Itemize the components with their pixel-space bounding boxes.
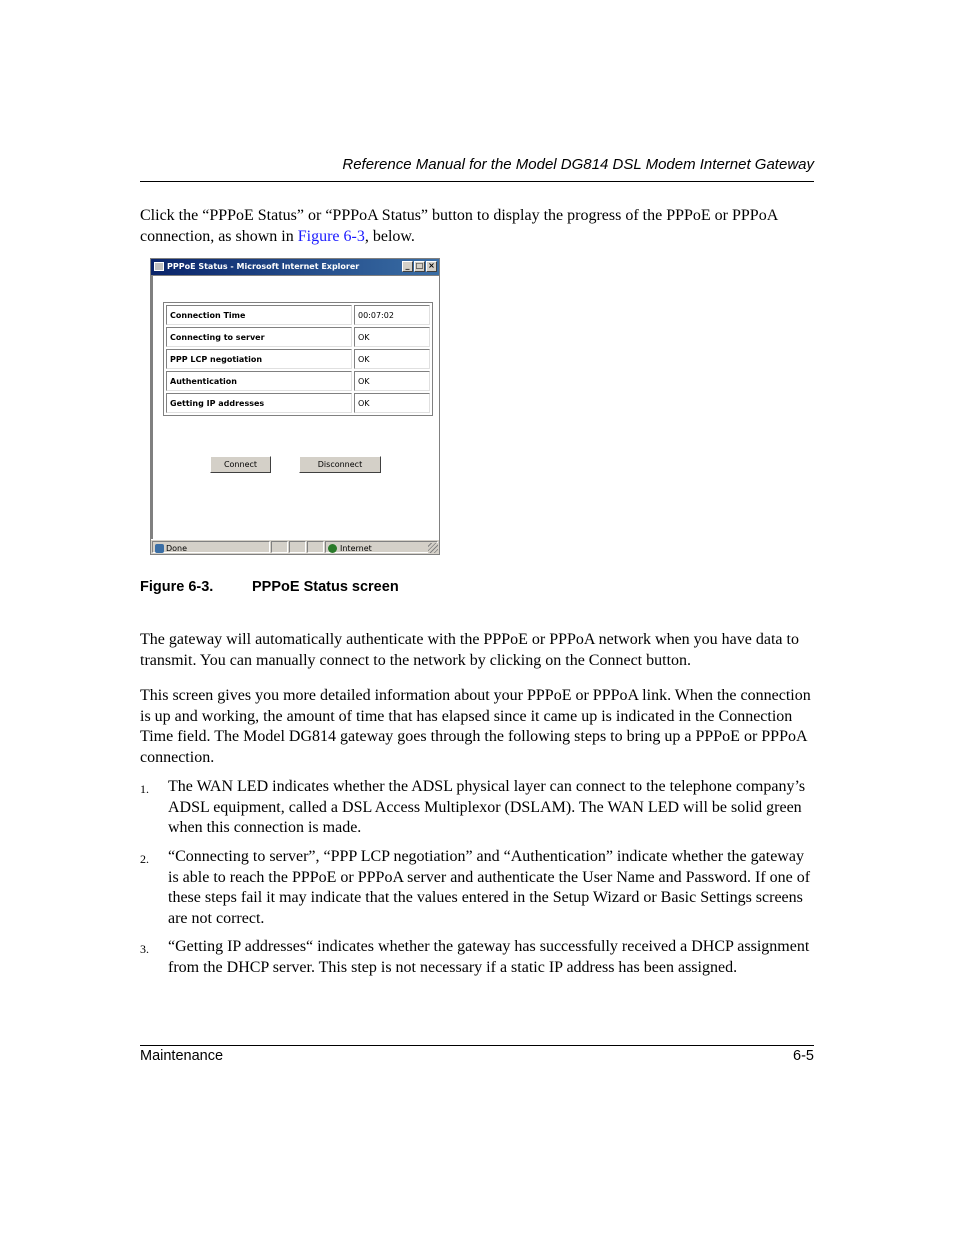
intro-text-after: , below. [364,227,415,245]
list-number: 1. [140,782,149,796]
page-number: 6-5 [793,1048,814,1064]
row-value: OK [354,393,430,413]
list-text: The WAN LED indicates whether the ADSL physical layer can connect to the telephone company’s ADSL equipment, called a DSL Access Multiplexor (DSLAM). The WAN LED will be solid green when this connection is made. [168,778,806,836]
intro-text-before: Click the “PPPoE Status” or “PPPoA Status” button to display the progress of the PPPoE or PPPoA connection, as shown in [140,207,778,245]
header-rule [140,181,814,182]
list-number: 2. [140,852,149,866]
connect-button[interactable]: Connect [210,456,271,473]
list-number: 3. [140,942,149,956]
maximize-button[interactable]: □ [415,261,424,270]
table-row [166,349,430,369]
status-table [163,302,433,416]
zone-text: Internet [340,544,372,553]
paragraph: This screen gives you more detailed information about your PPPoE or PPPoA link. When the connection is up and working, the amount of time that has elapsed since it came up is indicated in the Connection Time field. The Model DG814 gateway goes through the following steps to bring up a PPPoE or PPPoA connection. [140,687,811,766]
paragraph: The gateway will automatically authenticate with the PPPoE or PPPoA network when you have data to transmit. You can manually connect to the network by clicking on the Connect button. [140,631,799,669]
row-value: OK [354,371,430,391]
window-content [151,275,439,540]
footer-rule [140,1045,814,1046]
row-value: 00:07:02 [354,305,430,325]
table-row [166,371,430,391]
status-text: Done [166,544,188,553]
table-row [166,327,430,347]
globe-icon [328,544,337,553]
row-label: Getting IP addresses [166,393,352,413]
intro-paragraph [140,206,814,247]
caption-title: PPPoE Status screen [252,579,399,595]
figure-caption [140,579,399,595]
status-segment [152,541,270,553]
minimize-button[interactable]: _ [402,261,413,272]
table-row [166,393,430,413]
caption-label: Figure 6-3. [140,579,214,595]
pppoe-status-window [150,258,440,555]
list-text: “Connecting to server”, “PPP LCP negotiation” and “Authentication” indicate whether the gateway is able to reach the PPPoE or PPPoA server and authenticate the User Name and Password. If one of these steps fail it may indicate that the values entered in the Setup Wizard or Basic Settings screens are not correct. [168,848,811,927]
status-segment-empty [289,541,306,553]
running-header: Reference Manual for the Model DG814 DSL Modem Internet Gateway [342,156,814,173]
status-segment-empty [271,541,288,553]
row-label: Authentication [166,371,352,391]
figure-link[interactable]: Figure 6-3 [297,227,365,245]
page-icon [155,544,164,553]
window-title: PPPoE Status - Microsoft Internet Explorer [167,262,360,271]
table-row [166,305,430,325]
zone-segment [325,541,438,553]
row-label: PPP LCP negotiation [166,349,352,369]
close-button[interactable]: × [426,261,437,272]
row-label: Connecting to server [166,327,352,347]
window-titlebar [151,259,439,275]
status-segment-empty [307,541,324,553]
row-value: OK [354,327,430,347]
row-value: OK [354,349,430,369]
row-label: Connection Time [166,305,352,325]
ie-icon [154,262,164,271]
footer-section: Maintenance [140,1048,224,1064]
resize-grip-icon[interactable] [428,543,438,553]
list-text: “Getting IP addresses“ indicates whether the gateway has successfully received a DHCP assignment from the DHCP server. This step is not necessary if a static IP address has been assigned. [168,938,810,976]
disconnect-button[interactable]: Disconnect [299,456,381,473]
status-bar [151,539,439,554]
